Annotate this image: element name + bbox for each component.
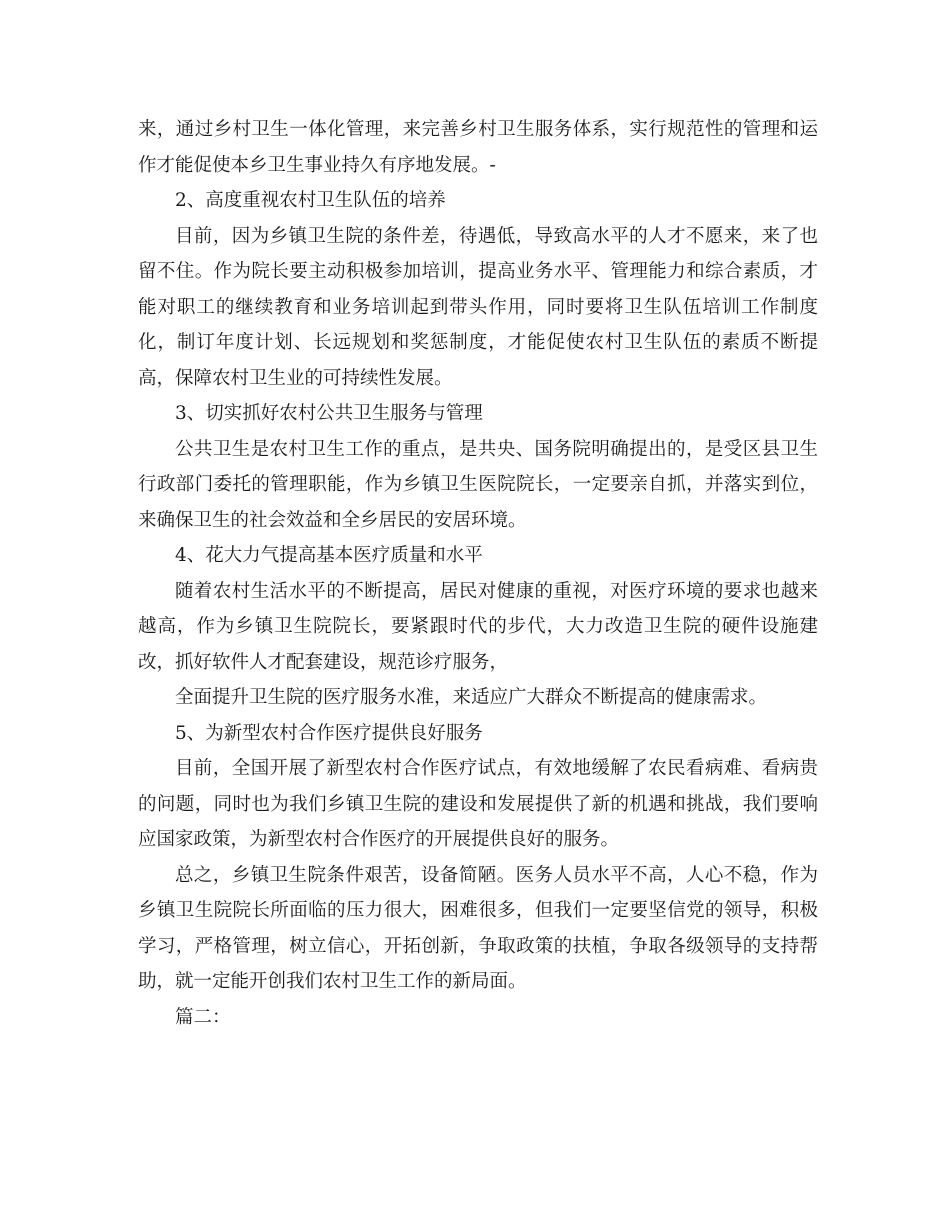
section-heading-part-two: 篇二： bbox=[175, 1006, 231, 1028]
paragraph-medical-quality: 随着农村生活水平的不断提高，居民对健康的重视，对医疗环境的要求也越来越高，作为乡镇卫生院院长，要紧跟时代的步代，大力改造卫生院的硬件设施建改，抓好软件人才配套建设，规范诊疗服务， bbox=[138, 580, 818, 673]
section-heading-2: 2、高度重视农村卫生队伍的培养 bbox=[175, 190, 446, 211]
document-body bbox=[138, 112, 818, 1035]
section-heading-4: 4、花大力气提高基本医疗质量和水平 bbox=[175, 545, 483, 566]
paragraph-cooperative-medical: 目前，全国开展了新型农村合作医疗试点，有效地缓解了农民看病难、看病贵的问题，同时也为我们乡镇卫生院的建设和发展提供了新的机遇和挑战，我们要响应国家政策，为新型农村合作医疗的开展提供良好的服务。 bbox=[138, 758, 818, 850]
paragraph-service-standard: 全面提升卫生院的医疗服务水准，来适应广大群众不断提高的健康需求。 bbox=[175, 687, 768, 708]
paragraph-conclusion: 总之，乡镇卫生院条件艰苦，设备简陋。医务人员水平不高，人心不稳，作为乡镇卫生院院长所面临的压力很大，困难很多，但我们一定要坚信党的领导，积极学习，严格管理，树立信心，开拓创新，争取政策的扶植，争取各级领导的支持帮助，就一定能开创我们农村卫生工作的新局面。 bbox=[138, 864, 818, 992]
paragraph-public-health: 公共卫生是农村卫生工作的重点，是共央、国务院明确提出的，是受区县卫生行政部门委托的管理职能，作为乡镇卫生医院院长，一定要亲自抓，并落实到位，来确保卫生的社会效益和全乡居民的安居环境。 bbox=[138, 438, 818, 531]
paragraph-training: 目前，因为乡镇卫生院的条件差，待遇低，导致高水平的人才不愿来，来了也留不住。作为院长要主动积极参加培训，提高业务水平、管理能力和综合素质，才能对职工的继续教育和业务培训起到带头作用，同时要将卫生队伍培训工作制度化，制订年度计划、长远规划和奖惩制度，才能促使农村卫生队伍的素质不断提高，保障农村卫生业的可持续性发展。 bbox=[138, 225, 818, 389]
section-heading-3: 3、切实抓好农村公共卫生服务与管理 bbox=[175, 403, 483, 424]
paragraph-continuation: 来，通过乡村卫生一体化管理，来完善乡村卫生服务体系，实行规范性的管理和运作才能促使本乡卫生事业持久有序地发展。- bbox=[138, 119, 818, 176]
section-heading-5: 5、为新型农村合作医疗提供良好服务 bbox=[175, 722, 483, 744]
